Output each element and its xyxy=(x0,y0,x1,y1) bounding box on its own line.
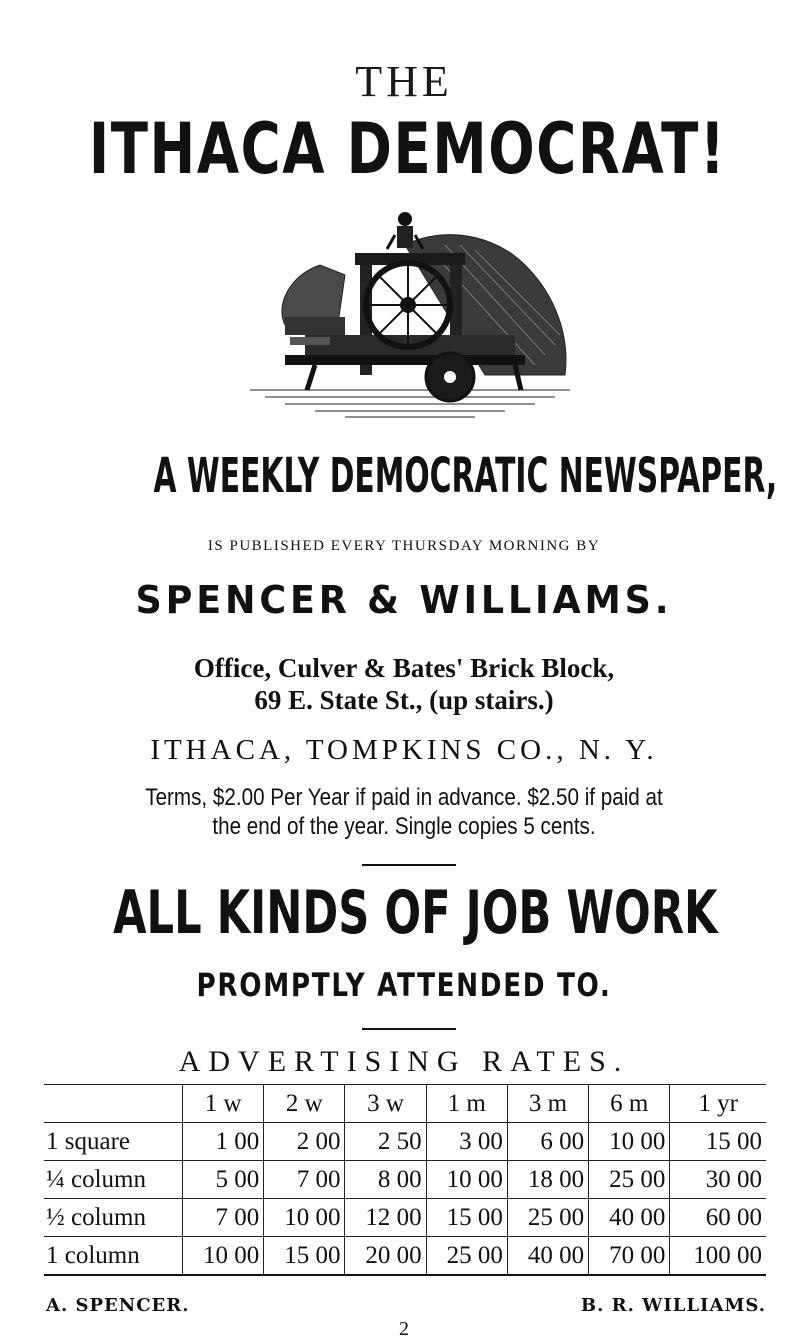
rate-cell: 7 00 xyxy=(264,1161,345,1199)
rate-cell: 25 00 xyxy=(507,1199,588,1237)
column-header: 1 m xyxy=(426,1085,507,1123)
rate-cell: 7 00 xyxy=(183,1199,264,1237)
rate-cell: 70 00 xyxy=(589,1237,670,1276)
rate-cell: 60 00 xyxy=(670,1199,766,1237)
rate-cell: 2 00 xyxy=(264,1123,345,1161)
terms-line-2: the end of the year. Single copies 5 cents. xyxy=(212,813,596,840)
signature-left: A. SPENCER. xyxy=(46,1295,190,1316)
column-header: 6 m xyxy=(589,1085,670,1123)
masthead-title: ITHACA DEMOCRAT! xyxy=(88,108,727,190)
rate-cell: 10 00 xyxy=(589,1123,670,1161)
job-work-subline: PROMPTLY ATTENDED TO. xyxy=(196,966,612,1004)
rate-cell: 15 00 xyxy=(426,1199,507,1237)
row-label: ¼ column xyxy=(44,1161,183,1199)
rate-cell: 100 00 xyxy=(670,1237,766,1276)
printing-press-illustration xyxy=(245,205,575,420)
rate-cell: 3 00 xyxy=(426,1123,507,1161)
column-header: 1 yr xyxy=(670,1085,766,1123)
column-header: 2 w xyxy=(264,1085,345,1123)
office-line-1: Office, Culver & Bates' Brick Block, xyxy=(193,653,615,683)
column-header: 3 w xyxy=(345,1085,426,1123)
publishers-name: SPENCER & WILLIAMS. xyxy=(135,578,673,622)
published-line: IS PUBLISHED EVERY THURSDAY MORNING BY xyxy=(207,538,601,554)
table-row xyxy=(44,1237,766,1276)
rate-cell: 30 00 xyxy=(670,1161,766,1199)
rate-cell: 15 00 xyxy=(670,1123,766,1161)
row-label: 1 square xyxy=(44,1123,183,1161)
column-header: 1 w xyxy=(183,1085,264,1123)
divider xyxy=(362,864,456,866)
rate-cell: 10 00 xyxy=(183,1237,264,1276)
rate-cell: 20 00 xyxy=(345,1237,426,1276)
advertising-rates-table xyxy=(44,1084,766,1276)
newspaper-subtitle: A WEEKLY DEMOCRATIC NEWSPAPER, xyxy=(153,448,778,504)
rate-cell: 10 00 xyxy=(426,1161,507,1199)
table-corner-cell xyxy=(44,1085,183,1123)
divider xyxy=(362,1028,456,1030)
office-line-2: 69 E. State St., (up stairs.) xyxy=(254,685,554,715)
rate-cell: 12 00 xyxy=(345,1199,426,1237)
advertising-rates-heading: ADVERTISING RATES. xyxy=(178,1045,630,1078)
table-row xyxy=(44,1161,766,1199)
table-row xyxy=(44,1199,766,1237)
row-label: 1 column xyxy=(44,1237,183,1276)
office-address xyxy=(0,652,808,716)
rate-cell: 1 00 xyxy=(183,1123,264,1161)
rate-cell: 15 00 xyxy=(264,1237,345,1276)
rate-cell: 6 00 xyxy=(507,1123,588,1161)
rate-cell: 2 50 xyxy=(345,1123,426,1161)
rate-cell: 40 00 xyxy=(507,1237,588,1276)
signature-right: B. R. WILLIAMS. xyxy=(580,1295,766,1316)
row-label: ½ column xyxy=(44,1199,183,1237)
rate-cell: 8 00 xyxy=(345,1161,426,1199)
rate-cell: 25 00 xyxy=(589,1161,670,1199)
rate-cell: 5 00 xyxy=(183,1161,264,1199)
table-row xyxy=(44,1123,766,1161)
location-line: ITHACA, TOMPKINS CO., N. Y. xyxy=(150,734,658,766)
rate-cell: 25 00 xyxy=(426,1237,507,1276)
rate-cell: 40 00 xyxy=(589,1199,670,1237)
rate-cell: 10 00 xyxy=(264,1199,345,1237)
terms-line-1: Terms, $2.00 Per Year if paid in advance. $2.50 if paid at xyxy=(145,784,663,811)
column-header: 3 m xyxy=(507,1085,588,1123)
table-header-row xyxy=(44,1085,766,1123)
subscription-terms xyxy=(57,783,752,841)
masthead-the: THE xyxy=(355,57,453,106)
job-work-headline: ALL KINDS OF JOB WORK xyxy=(113,878,718,948)
rate-cell: 18 00 xyxy=(507,1161,588,1199)
page-number: 2 xyxy=(399,1318,409,1340)
